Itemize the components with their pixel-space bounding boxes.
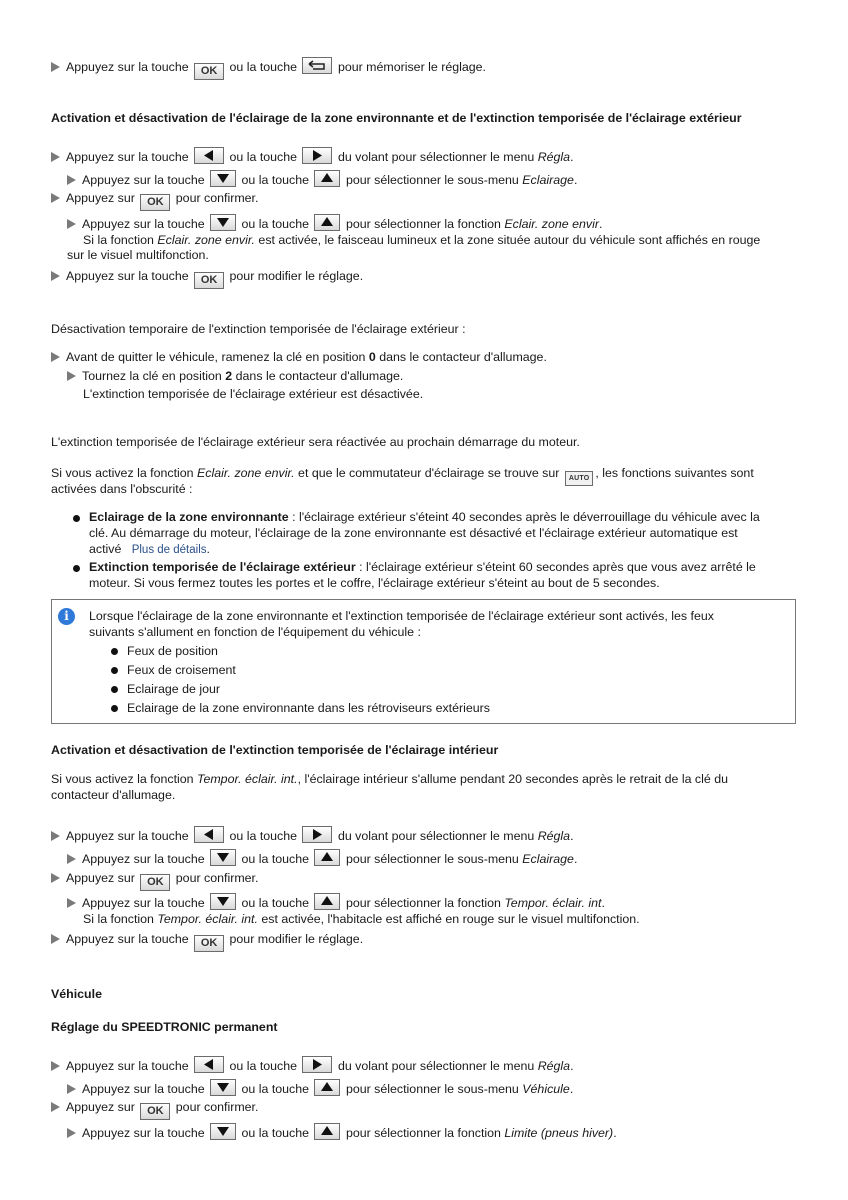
instruction-select-function: Appuyez sur la touche ou la touche pour sélectionner la fonction Limite (pneus hiver). <box>67 1123 617 1141</box>
instruction-modify: Appuyez sur la touche OK pour modifier le réglage. <box>51 269 363 289</box>
bullet-icon <box>73 565 80 572</box>
step-arrow-icon <box>51 352 60 362</box>
bullet-icon <box>111 667 118 674</box>
right-arrow-key-icon <box>302 826 332 843</box>
section-heading-vehicle: Véhicule <box>51 987 102 1001</box>
section-heading-interior-lighting: Activation et désactivation de l'extinction temporisée de l'éclairage intérieur <box>51 743 499 757</box>
step-arrow-icon <box>51 934 60 944</box>
bullet-icon <box>111 686 118 693</box>
auto-switch-icon: AUTO <box>565 471 594 486</box>
note-text-line2: suivants s'allument en fonction de l'équipement du véhicule : <box>89 625 421 639</box>
down-arrow-key-icon <box>210 214 236 231</box>
down-arrow-key-icon <box>210 1123 236 1140</box>
function-info-text: Si la fonction Tempor. éclair. int. est activée, l'habitacle est affiché en rouge sur le visuel multifonction. <box>83 912 640 926</box>
right-arrow-key-icon <box>302 147 332 164</box>
step-arrow-icon <box>51 62 60 72</box>
instruction-confirm: Appuyez sur OK pour confirmer. <box>51 191 258 211</box>
section-heading-exterior-lighting: Activation et désactivation de l'éclairage de la zone environnante et de l'extinction temporisée de l'éclairage extérieur <box>51 111 742 125</box>
up-arrow-key-icon <box>314 1079 340 1096</box>
note-list-item: Feux de croisement <box>127 663 236 677</box>
down-arrow-key-icon <box>210 849 236 866</box>
step-arrow-icon <box>67 854 76 864</box>
up-arrow-key-icon <box>314 170 340 187</box>
instruction-select-submenu: Appuyez sur la touche ou la touche pour sélectionner le sous-menu Eclairage. <box>67 170 577 188</box>
up-arrow-key-icon <box>314 893 340 910</box>
note-list-item: Eclairage de la zone environnante dans les rétroviseurs extérieurs <box>127 701 490 715</box>
step-arrow-icon <box>67 371 76 381</box>
left-arrow-key-icon <box>194 1056 224 1073</box>
up-arrow-key-icon <box>314 214 340 231</box>
instruction-confirm: Appuyez sur OK pour confirmer. <box>51 1100 258 1120</box>
instruction-select-menu: Appuyez sur la touche ou la touche du volant pour sélectionner le menu Régla. <box>51 1056 574 1074</box>
bullet-icon <box>111 648 118 655</box>
bullet-surrounding-lighting-line3: activé Plus de détails. <box>89 542 210 556</box>
step-arrow-icon <box>67 898 76 908</box>
ok-key-icon: OK <box>140 874 170 891</box>
right-arrow-key-icon <box>302 1056 332 1073</box>
down-arrow-key-icon <box>210 170 236 187</box>
instruction-confirm: Appuyez sur OK pour confirmer. <box>51 871 258 891</box>
back-key-icon <box>302 57 332 74</box>
step-arrow-icon <box>51 873 60 883</box>
more-details-link[interactable]: Plus de détails <box>131 544 207 556</box>
ok-key-icon: OK <box>140 1103 170 1120</box>
down-arrow-key-icon <box>210 893 236 910</box>
note-list-item: Feux de position <box>127 644 218 658</box>
up-arrow-key-icon <box>314 1123 340 1140</box>
temp-step-2: Tournez la clé en position 2 dans le contacteur d'allumage. <box>67 369 403 384</box>
bullet-icon <box>111 705 118 712</box>
auto-condition-text: Si vous activez la fonction Eclair. zone envir. et que le commutateur d'éclairage se trouve sur AUTO , les fonctions suivantes sont <box>51 466 754 486</box>
step-arrow-icon <box>67 1084 76 1094</box>
step-arrow-icon <box>51 271 60 281</box>
note-list-item: Eclairage de jour <box>127 682 220 696</box>
note-text-line1: Lorsque l'éclairage de la zone environnante et l'extinction temporisée de l'éclairage extérieur sont activés, les feux <box>89 609 714 623</box>
bullet-delayed-switch-off: Extinction temporisée de l'éclairage extérieur : l'éclairage extérieur s'éteint 60 secondes après que vous avez arrêté le <box>89 560 756 574</box>
step-arrow-icon <box>67 219 76 229</box>
instruction-select-submenu: Appuyez sur la touche ou la touche pour sélectionner le sous-menu Eclairage. <box>67 849 577 867</box>
instruction-select-submenu: Appuyez sur la touche ou la touche pour sélectionner le sous-menu Véhicule. <box>67 1079 573 1097</box>
instruction-select-function: Appuyez sur la touche ou la touche pour sélectionner la fonction Tempor. éclair. int. <box>67 893 605 911</box>
temp-step-1: Avant de quitter le véhicule, ramenez la clé en position 0 dans le contacteur d'allumage. <box>51 350 547 365</box>
bullet-surrounding-lighting-line2: clé. Au démarrage du moteur, l'éclairage de la zone environnante est désactivé et l'éclairage extérieur automatique est <box>89 526 738 540</box>
step-arrow-icon <box>51 1061 60 1071</box>
left-arrow-key-icon <box>194 147 224 164</box>
step-arrow-icon <box>51 1102 60 1112</box>
step-arrow-icon <box>51 152 60 162</box>
up-arrow-key-icon <box>314 849 340 866</box>
down-arrow-key-icon <box>210 1079 236 1096</box>
interior-intro-text-line2: contacteur d'allumage. <box>51 788 176 802</box>
reactivation-text: L'extinction temporisée de l'éclairage extérieur sera réactivée au prochain démarrage du moteur. <box>51 435 580 449</box>
auto-condition-text-line2: activées dans l'obscurité : <box>51 482 193 496</box>
left-arrow-key-icon <box>194 826 224 843</box>
step-arrow-icon <box>51 831 60 841</box>
instruction-select-function: Appuyez sur la touche ou la touche pour sélectionner la fonction Eclair. zone envir. <box>67 214 602 232</box>
function-info-text: Si la fonction Eclair. zone envir. est activée, le faisceau lumineux et la zone située autour du véhicule sont affichés en rouge <box>83 233 761 247</box>
interior-intro-text: Si vous activez la fonction Tempor. éclair. int., l'éclairage intérieur s'allume pendant 20 secondes après le retrait de la clé du <box>51 772 728 786</box>
ok-key-icon: OK <box>194 63 224 80</box>
step-arrow-icon <box>67 1128 76 1138</box>
temp-step-2-result: L'extinction temporisée de l'éclairage extérieur est désactivée. <box>83 387 424 401</box>
bullet-icon <box>73 515 80 522</box>
step-arrow-icon <box>67 175 76 185</box>
bullet-surrounding-lighting: Eclairage de la zone environnante : l'éclairage extérieur s'éteint 40 secondes après le déverrouillage du véhicule avec la <box>89 510 760 524</box>
info-icon: i <box>58 608 75 625</box>
ok-key-icon: OK <box>194 272 224 289</box>
ok-key-icon: OK <box>140 194 170 211</box>
instruction-memoriser: Appuyez sur la touche OK ou la touche pour mémoriser le réglage. <box>51 57 486 80</box>
temp-deactivation-title: Désactivation temporaire de l'extinction temporisée de l'éclairage extérieur : <box>51 322 466 336</box>
ok-key-icon: OK <box>194 935 224 952</box>
bullet-delayed-switch-off-line2: moteur. Si vous fermez toutes les portes et le coffre, l'éclairage extérieur s'éteint au bout de 5 secondes. <box>89 576 660 590</box>
instruction-modify: Appuyez sur la touche OK pour modifier le réglage. <box>51 932 363 952</box>
function-info-text-line2: sur le visuel multifonction. <box>67 248 209 262</box>
instruction-select-menu: Appuyez sur la touche ou la touche du volant pour sélectionner le menu Régla. <box>51 147 574 165</box>
instruction-select-menu: Appuyez sur la touche ou la touche du volant pour sélectionner le menu Régla. <box>51 826 574 844</box>
step-arrow-icon <box>51 193 60 203</box>
section-subheading-speedtronic: Réglage du SPEEDTRONIC permanent <box>51 1020 278 1034</box>
